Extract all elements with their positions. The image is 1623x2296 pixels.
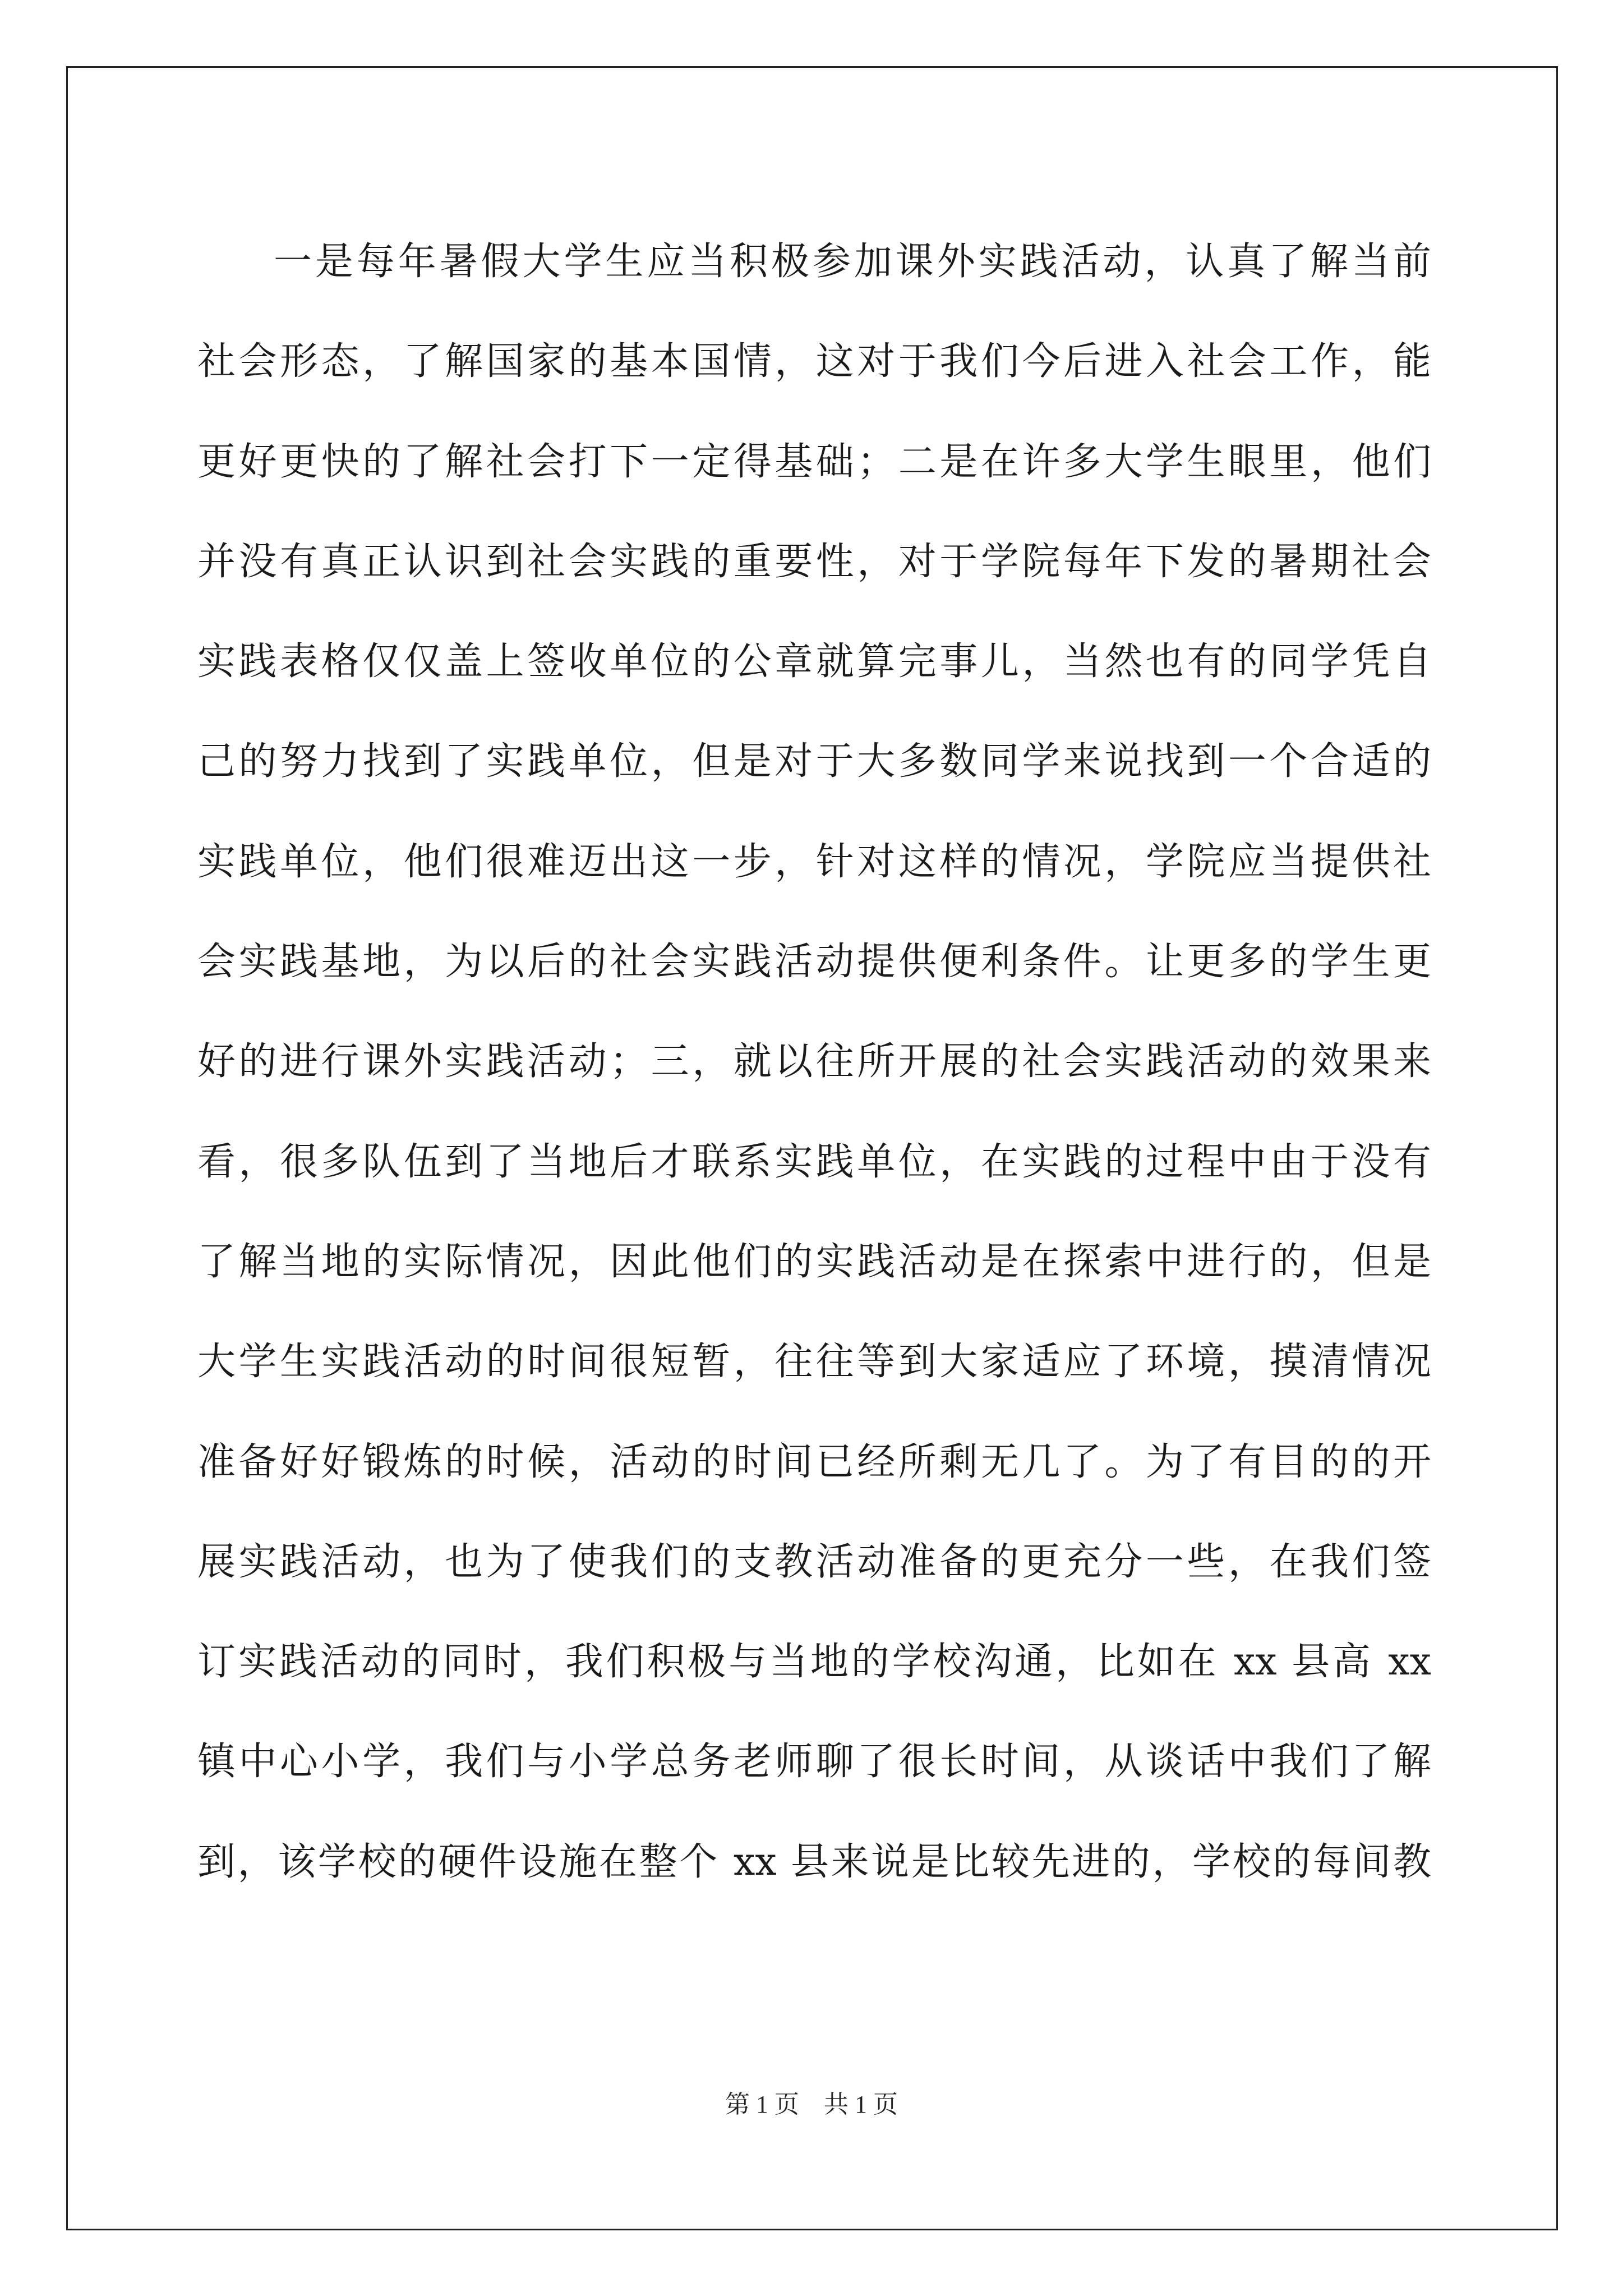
- paragraph-line: 并没有真正认识到社会实践的重要性，对于学院每年下发的暑期社会: [197, 539, 1431, 584]
- paragraph-line: 到，该学校的硬件设施在整个 xx 县来说是比较先进的，学校的每间教: [197, 1839, 1431, 1884]
- paragraph-line: 展实践活动，也为了使我们的支教活动准备的更充分一些，在我们签: [197, 1539, 1431, 1584]
- document-body: [197, 212, 1431, 1912]
- paragraph-line: 了解当地的实际情况，因此他们的实践活动是在探索中进行的，但是: [197, 1239, 1431, 1284]
- paragraph-line: 实践单位，他们很难迈出这一步，针对这样的情况，学院应当提供社: [197, 839, 1431, 884]
- paragraph-line: 社会形态，了解国家的基本国情，这对于我们今后进入社会工作，能: [197, 339, 1431, 384]
- page-footer: [0, 2084, 1623, 2120]
- paragraph-line: 己的努力找到了实践单位，但是对于大多数同学来说找到一个合适的: [197, 739, 1431, 784]
- page-number: 第 1 页: [725, 2091, 799, 2118]
- paragraph-line: 大学生实践活动的时间很短暂，往往等到大家适应了环境，摸清情况: [197, 1340, 1431, 1384]
- paragraph-line: 实践表格仅仅盖上签收单位的公章就算完事儿，当然也有的同学凭自: [197, 639, 1431, 684]
- paragraph-line: 一是每年暑假大学生应当积极参加课外实践活动，认真了解当前: [274, 240, 1431, 284]
- paragraph-line: 会实践基地，为以后的社会实践活动提供便利条件。让更多的学生更: [197, 940, 1431, 984]
- paragraph-line: 好的进行课外实践活动；三，就以往所开展的社会实践活动的效果来: [197, 1039, 1431, 1084]
- page-total: 共 1 页: [824, 2091, 898, 2118]
- paragraph-line: 镇中心小学，我们与小学总务老师聊了很长时间，从谈话中我们了解: [197, 1740, 1431, 1784]
- paragraph-line: 订实践活动的同时，我们积极与当地的学校沟通，比如在 xx 县高 xx: [197, 1640, 1431, 1685]
- paragraph-line: 准备好好锻炼的时候，活动的时间已经所剩无几了。为了有目的的开: [197, 1439, 1431, 1484]
- paragraph-line: 更好更快的了解社会打下一定得基础；二是在许多大学生眼里，他们: [197, 439, 1431, 484]
- paragraph-line: 看，很多队伍到了当地后才联系实践单位，在实践的过程中由于没有: [197, 1139, 1431, 1184]
